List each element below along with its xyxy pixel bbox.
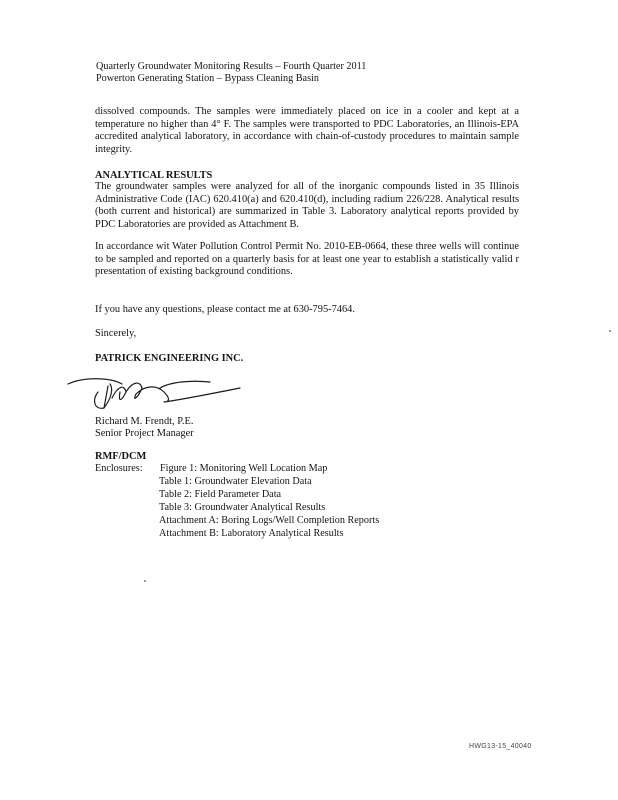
intro-paragraph: dissolved compounds. The samples were immediately placed on ice in a cooler and kept at a temperature no higher than 4° F. The samples were transported to PDC Laboratories, an Illinois-EPA accredited analytical laboratory, in accordance with chain-of-custody procedures to maintain sample integrity.	[95, 106, 519, 155]
enclosure-item: Table 1: Groundwater Elevation Data	[159, 476, 312, 487]
section-heading: ANALYTICAL RESULTS	[95, 170, 213, 181]
signer-title: Senior Project Manager	[95, 428, 194, 439]
enclosures-label: Enclosures:	[95, 463, 143, 474]
enclosure-item: Table 2: Field Parameter Data	[159, 489, 282, 500]
enclosure-item: Attachment B: Laboratory Analytical Results	[159, 528, 344, 539]
header-line-2: Powerton Generating Station – Bypass Cleaning Basin	[96, 73, 319, 84]
permit-paragraph: In accordance wit Water Pollution Control Permit No. 2010-EB-0664, these three wells will continue to be sampled and reported on a quarterly basis for at least one year to establish a statistically valid r presentation of existing background conditions.	[95, 241, 519, 278]
scan-speck	[609, 330, 611, 332]
document-id: HWG13-15_40040	[469, 743, 532, 750]
reference-initials: RMF/DCM	[95, 451, 147, 462]
signer-name: Richard M. Frendt, P.E.	[95, 416, 194, 427]
company-name: PATRICK ENGINEERING INC.	[95, 353, 244, 364]
header-line-1: Quarterly Groundwater Monitoring Results – Fourth Quarter 2011	[96, 61, 367, 72]
signature-image	[60, 372, 250, 422]
scan-speck	[144, 580, 146, 582]
enclosure-item: Attachment A: Boring Logs/Well Completion Reports	[159, 515, 380, 526]
contact-line: If you have any questions, please contact me at 630-795-7464.	[95, 304, 355, 315]
analytical-paragraph: The groundwater samples were analyzed for all of the inorganic compounds listed in 35 Illinois Administrative Code (IAC) 620.410(a) and 620.410(d), including radium 226/228. Analytical results (both current and historical) are summarized in Table 3. Laboratory analytical reports provided by PDC Laboratories are provided as Attachment B.	[95, 181, 519, 230]
enclosure-item: Figure 1: Monitoring Well Location Map	[160, 463, 328, 474]
enclosure-item: Table 3: Groundwater Analytical Results	[159, 502, 326, 513]
closing: Sincerely,	[95, 328, 137, 339]
